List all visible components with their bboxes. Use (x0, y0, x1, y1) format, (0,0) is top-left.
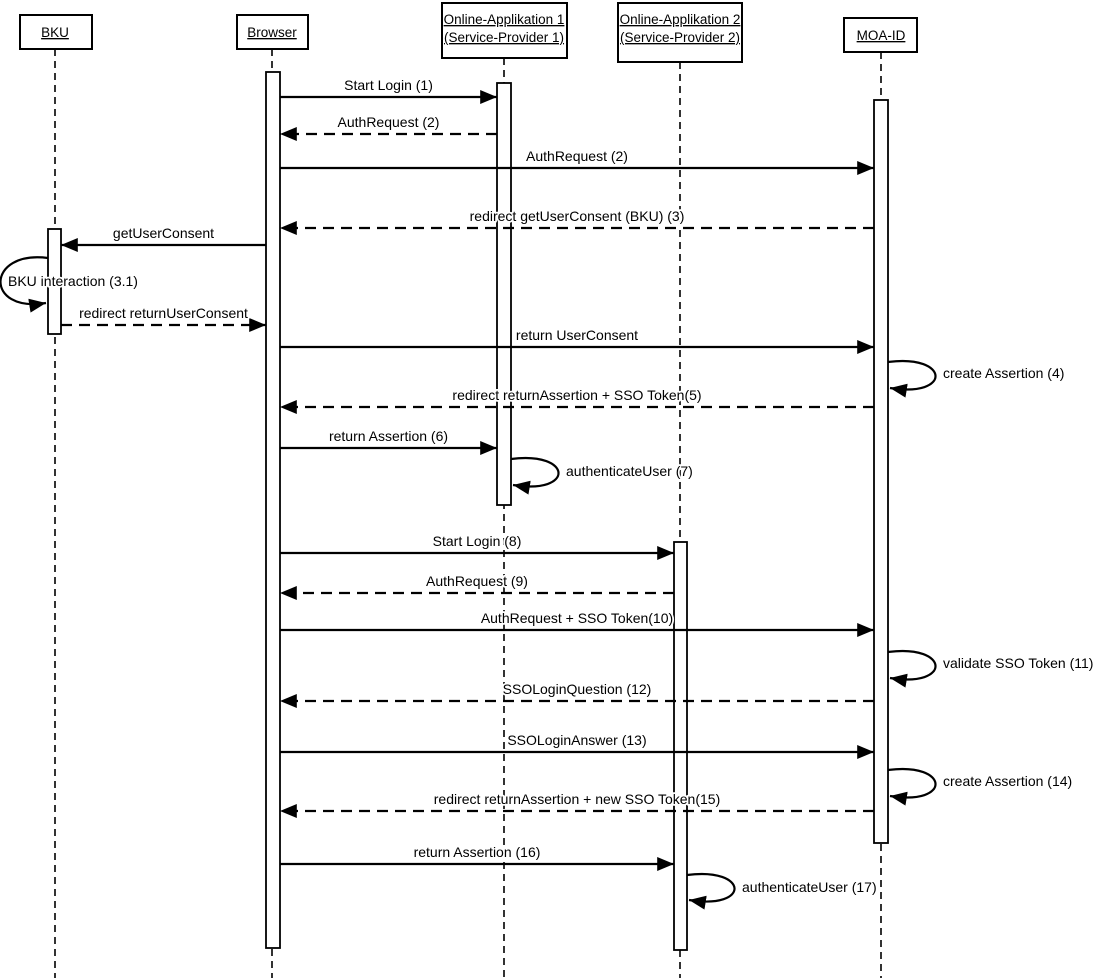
self-message-label-6: authenticateUser (17) (742, 879, 877, 895)
actor-label-browser: Browser (247, 25, 297, 40)
self-message-line-6 (687, 874, 735, 902)
message-label-2: AuthRequest (2) (337, 114, 440, 130)
activation-bar-browser (266, 72, 280, 948)
self-message-line-5 (888, 769, 936, 797)
actor-label-moaid: MOA-ID (856, 28, 906, 43)
self-message-line-4 (888, 651, 936, 679)
message-label-11: AuthRequest (9) (426, 573, 528, 589)
self-message-label-2: create Assertion (4) (943, 365, 1065, 381)
message-label-5: getUserConsent (112, 225, 215, 241)
message-label-1: Start Login (1) (344, 77, 433, 93)
message-label-10: Start Login (8) (432, 533, 522, 549)
actor-label-bku: BKU (41, 25, 69, 40)
message-label-3: AuthRequest (2) (526, 148, 628, 164)
actor-label-oa2: Online-Applikation 2 (619, 12, 741, 27)
actor-sublabel-oa2: (Service-Provider 2) (619, 30, 741, 45)
self-message-label-1: BKU interaction (3.1) (8, 273, 138, 289)
activation-bar-oa1 (497, 83, 511, 505)
message-label-12: AuthRequest + SSO Token(10) (480, 610, 674, 626)
message-label-14: SSOLoginAnswer (13) (507, 732, 647, 748)
self-message-line-3 (511, 458, 559, 486)
message-label-9: return Assertion (6) (328, 428, 449, 444)
message-label-16: return Assertion (16) (413, 844, 541, 860)
message-label-15: redirect returnAssertion + new SSO Token(15) (433, 791, 721, 807)
message-label-8: redirect returnAssertion + SSO Token(5) (452, 387, 702, 403)
self-message-line-2 (888, 361, 936, 389)
message-label-4: redirect getUserConsent (BKU) (3) (469, 208, 685, 224)
self-message-label-4: validate SSO Token (11) (943, 655, 1094, 671)
activation-bar-moaid (874, 100, 888, 843)
actor-label-oa1: Online-Applikation 1 (443, 12, 565, 27)
self-message-label-3: authenticateUser (7) (566, 463, 693, 479)
message-label-13: SSOLoginQuestion (12) (502, 681, 652, 697)
activation-bar-oa2 (674, 542, 687, 950)
actor-sublabel-oa1: (Service-Provider 1) (443, 30, 565, 45)
message-label-6: redirect returnUserConsent (79, 305, 248, 321)
self-message-label-5: create Assertion (14) (943, 773, 1073, 789)
message-label-7: return UserConsent (515, 327, 639, 343)
